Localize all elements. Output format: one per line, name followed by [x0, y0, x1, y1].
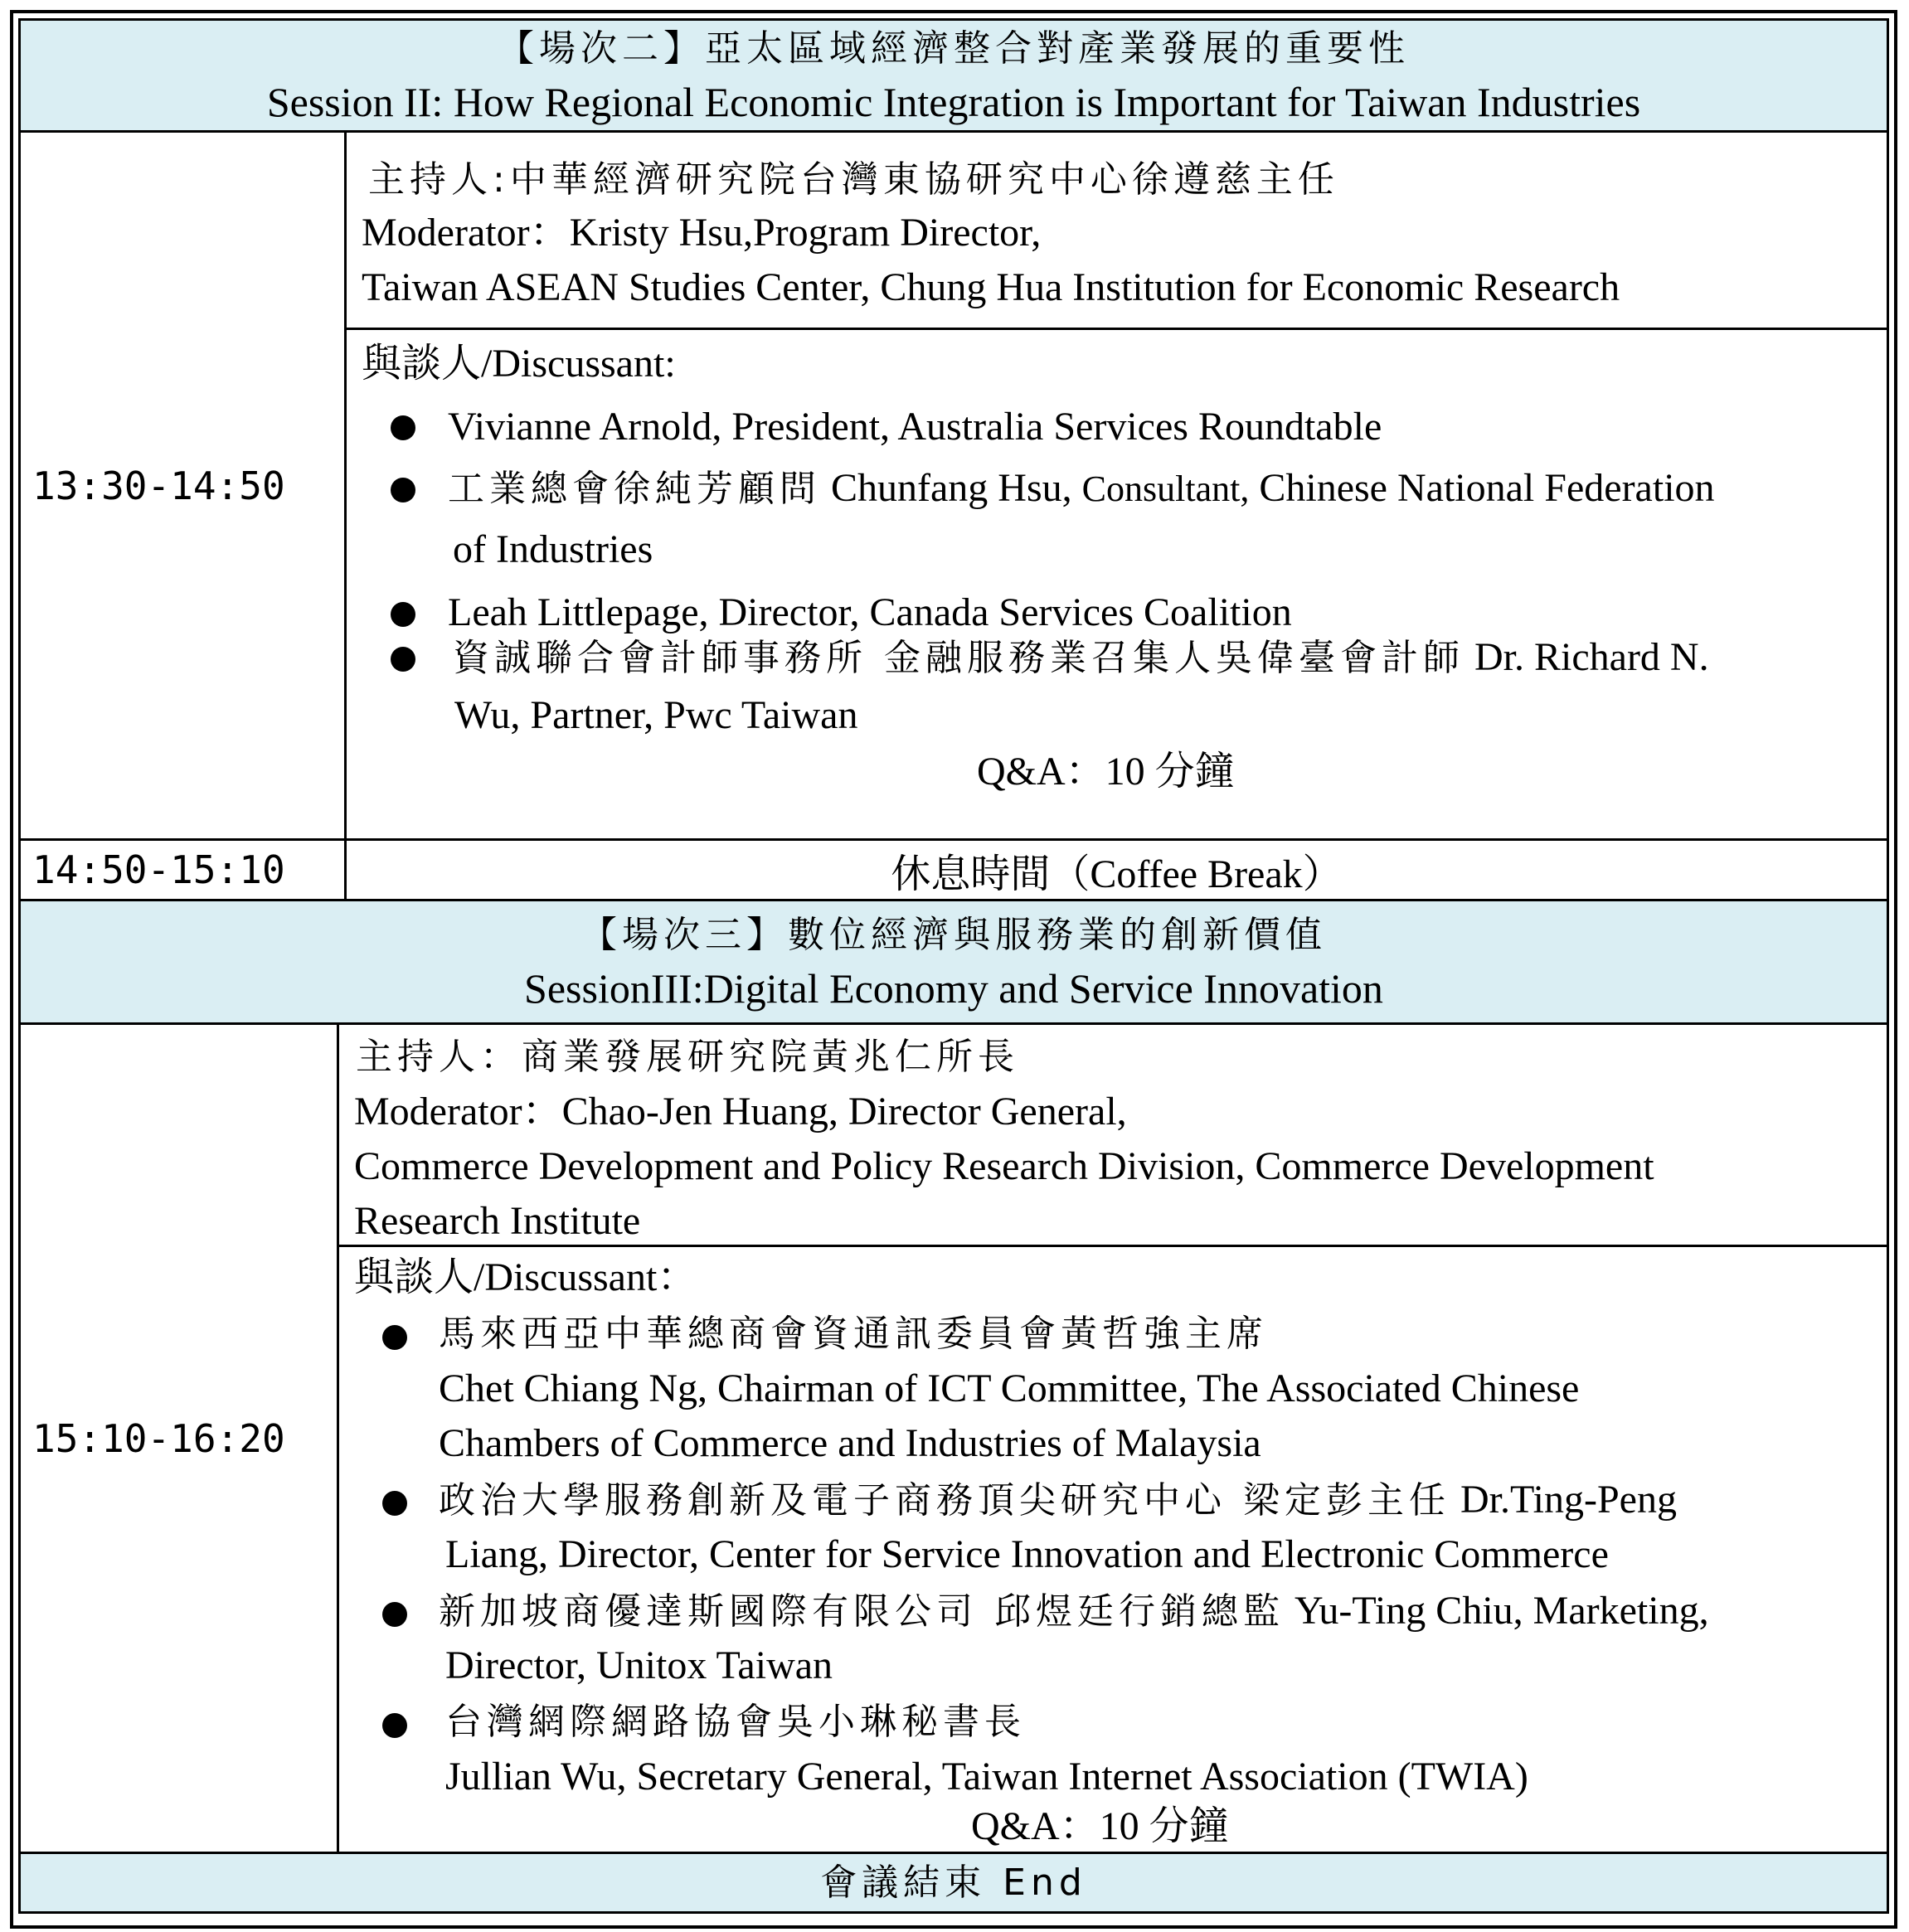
session3-discussant-cell	[337, 1245, 1889, 1854]
bullet-icon	[391, 647, 415, 672]
session2-discussant-4-en: Dr. Richard N.	[1474, 635, 1709, 679]
session3-time: 15:10-16:20	[32, 1415, 285, 1461]
break-label: 休息時間（Coffee Break）	[891, 852, 1343, 896]
session3-moderator-en-2: Commerce Development and Policy Research Division, Commerce Development	[354, 1144, 1654, 1188]
break-label-cell	[344, 838, 1889, 901]
session3-discussant-1-en-2: Chambers of Commerce and Industries of Malaysia	[439, 1421, 1261, 1465]
session3-title-zh: 【場次三】數位經濟與服務業的創新價值	[580, 914, 1327, 956]
session2-discussant-2	[448, 461, 1715, 517]
session2-discussant-4	[453, 630, 1709, 686]
session2-discussant-2-en-b: Consultant,	[1081, 468, 1250, 509]
session2-discussant-4-line2: Wu, Partner, Pwc Taiwan	[454, 693, 858, 737]
session3-discussant-2	[439, 1473, 1677, 1528]
session3-discussant-3	[439, 1584, 1709, 1639]
session3-moderator-cell	[337, 1022, 1889, 1247]
session3-qa: Q&A：10 分鐘	[971, 1804, 1229, 1848]
session3-moderator-en-3: Research Institute	[354, 1199, 641, 1243]
session2-header	[18, 18, 1889, 133]
bullet-icon	[382, 1713, 407, 1738]
session3-discussant-2-en: Dr.Ting-Peng	[1460, 1478, 1677, 1522]
break-time-cell	[18, 838, 347, 901]
session3-header	[18, 899, 1889, 1025]
end-label-text: 會議結束 End	[820, 1862, 1087, 1904]
session3-title-en: SessionIII:Digital Economy and Service Innovation	[524, 965, 1383, 1012]
break-time: 14:50-15:10	[32, 847, 285, 892]
session2-discussant-2-en-c: Chinese National Federation	[1259, 466, 1715, 510]
bullet-icon	[382, 1325, 407, 1350]
session2-title-zh: 【場次二】亞太區域經濟整合對產業發展的重要性	[498, 27, 1410, 70]
session2-discussant-4-zh: 資誠聯合會計師事務所 金融服務業召集人吳偉臺會計師	[453, 637, 1465, 679]
session2-qa: Q&A：10 分鐘	[977, 750, 1235, 794]
session3-discussant-1-zh: 馬來西亞中華總商會資通訊委員會黃哲強主席	[439, 1313, 1268, 1355]
bullet-icon	[391, 478, 415, 502]
session2-title-en: Session II: How Regional Economic Integration is Important for Taiwan Industries	[266, 79, 1641, 125]
agenda-table	[18, 18, 1889, 1914]
session2-discussant-1: Vivianne Arnold, President, Australia Services Roundtable	[448, 405, 1382, 449]
session3-time-cell	[18, 1022, 339, 1854]
session3-discussant-3-en: Yu-Ting Chiu, Marketing,	[1295, 1589, 1709, 1633]
bullet-icon	[382, 1491, 407, 1516]
session2-discussant-3: Leah Littlepage, Director, Canada Services Coalition	[448, 590, 1292, 634]
session2-moderator-en-2: Taiwan ASEAN Studies Center, Chung Hua Institution for Economic Research	[362, 265, 1620, 309]
session2-discussant-2-zh: 工業總會徐純芳顧問	[448, 468, 821, 510]
session2-discussant-cell	[344, 328, 1889, 841]
session3-moderator-en-1: Moderator：Chao-Jen Huang, Director General,	[354, 1090, 1127, 1133]
session2-discussant-2-line2: of Industries	[453, 527, 653, 571]
session3-discussant-4-zh: 台灣網際網路協會吳小琳秘書長	[445, 1701, 1026, 1743]
session2-time: 13:30-14:50	[32, 463, 285, 508]
session3-discussant-label: 與談人/Discussant：	[354, 1255, 697, 1299]
session2-moderator-zh: 主持人:中華經濟研究院台灣東協研究中心徐遵慈主任	[368, 158, 1339, 201]
end-row	[18, 1852, 1889, 1914]
session2-moderator-en-1: Moderator：Kristy Hsu,Program Director,	[362, 211, 1042, 255]
session3-discussant-1-en-1: Chet Chiang Ng, Chairman of ICT Committee, The Associated Chinese	[439, 1366, 1580, 1410]
session3-discussant-2-line2: Liang, Director, Center for Service Innovation and Electronic Commerce	[445, 1532, 1609, 1576]
session2-moderator-cell	[344, 130, 1889, 330]
session3-moderator-zh: 主持人：商業發展研究院黃兆仁所長	[356, 1036, 1019, 1078]
end-label	[21, 1856, 1887, 1910]
session3-discussant-3-line2: Director, Unitox Taiwan	[445, 1643, 833, 1687]
bullet-icon	[382, 1602, 407, 1627]
session3-discussant-2-zh: 政治大學服務創新及電子商務頂尖研究中心 梁定彭主任	[439, 1479, 1450, 1522]
bullet-icon	[391, 415, 415, 440]
session2-discussant-2-en-a: Chunfang Hsu,	[831, 466, 1072, 510]
session2-discussant-label: 與談人/Discussant:	[362, 342, 676, 386]
session3-discussant-4-en: Jullian Wu, Secretary General, Taiwan Internet Association (TWIA)	[445, 1755, 1528, 1799]
bullet-icon	[391, 602, 415, 627]
session3-discussant-3-zh: 新加坡商優達斯國際有限公司 邱煜廷行銷總監	[439, 1590, 1285, 1633]
session2-time-cell	[18, 130, 347, 841]
